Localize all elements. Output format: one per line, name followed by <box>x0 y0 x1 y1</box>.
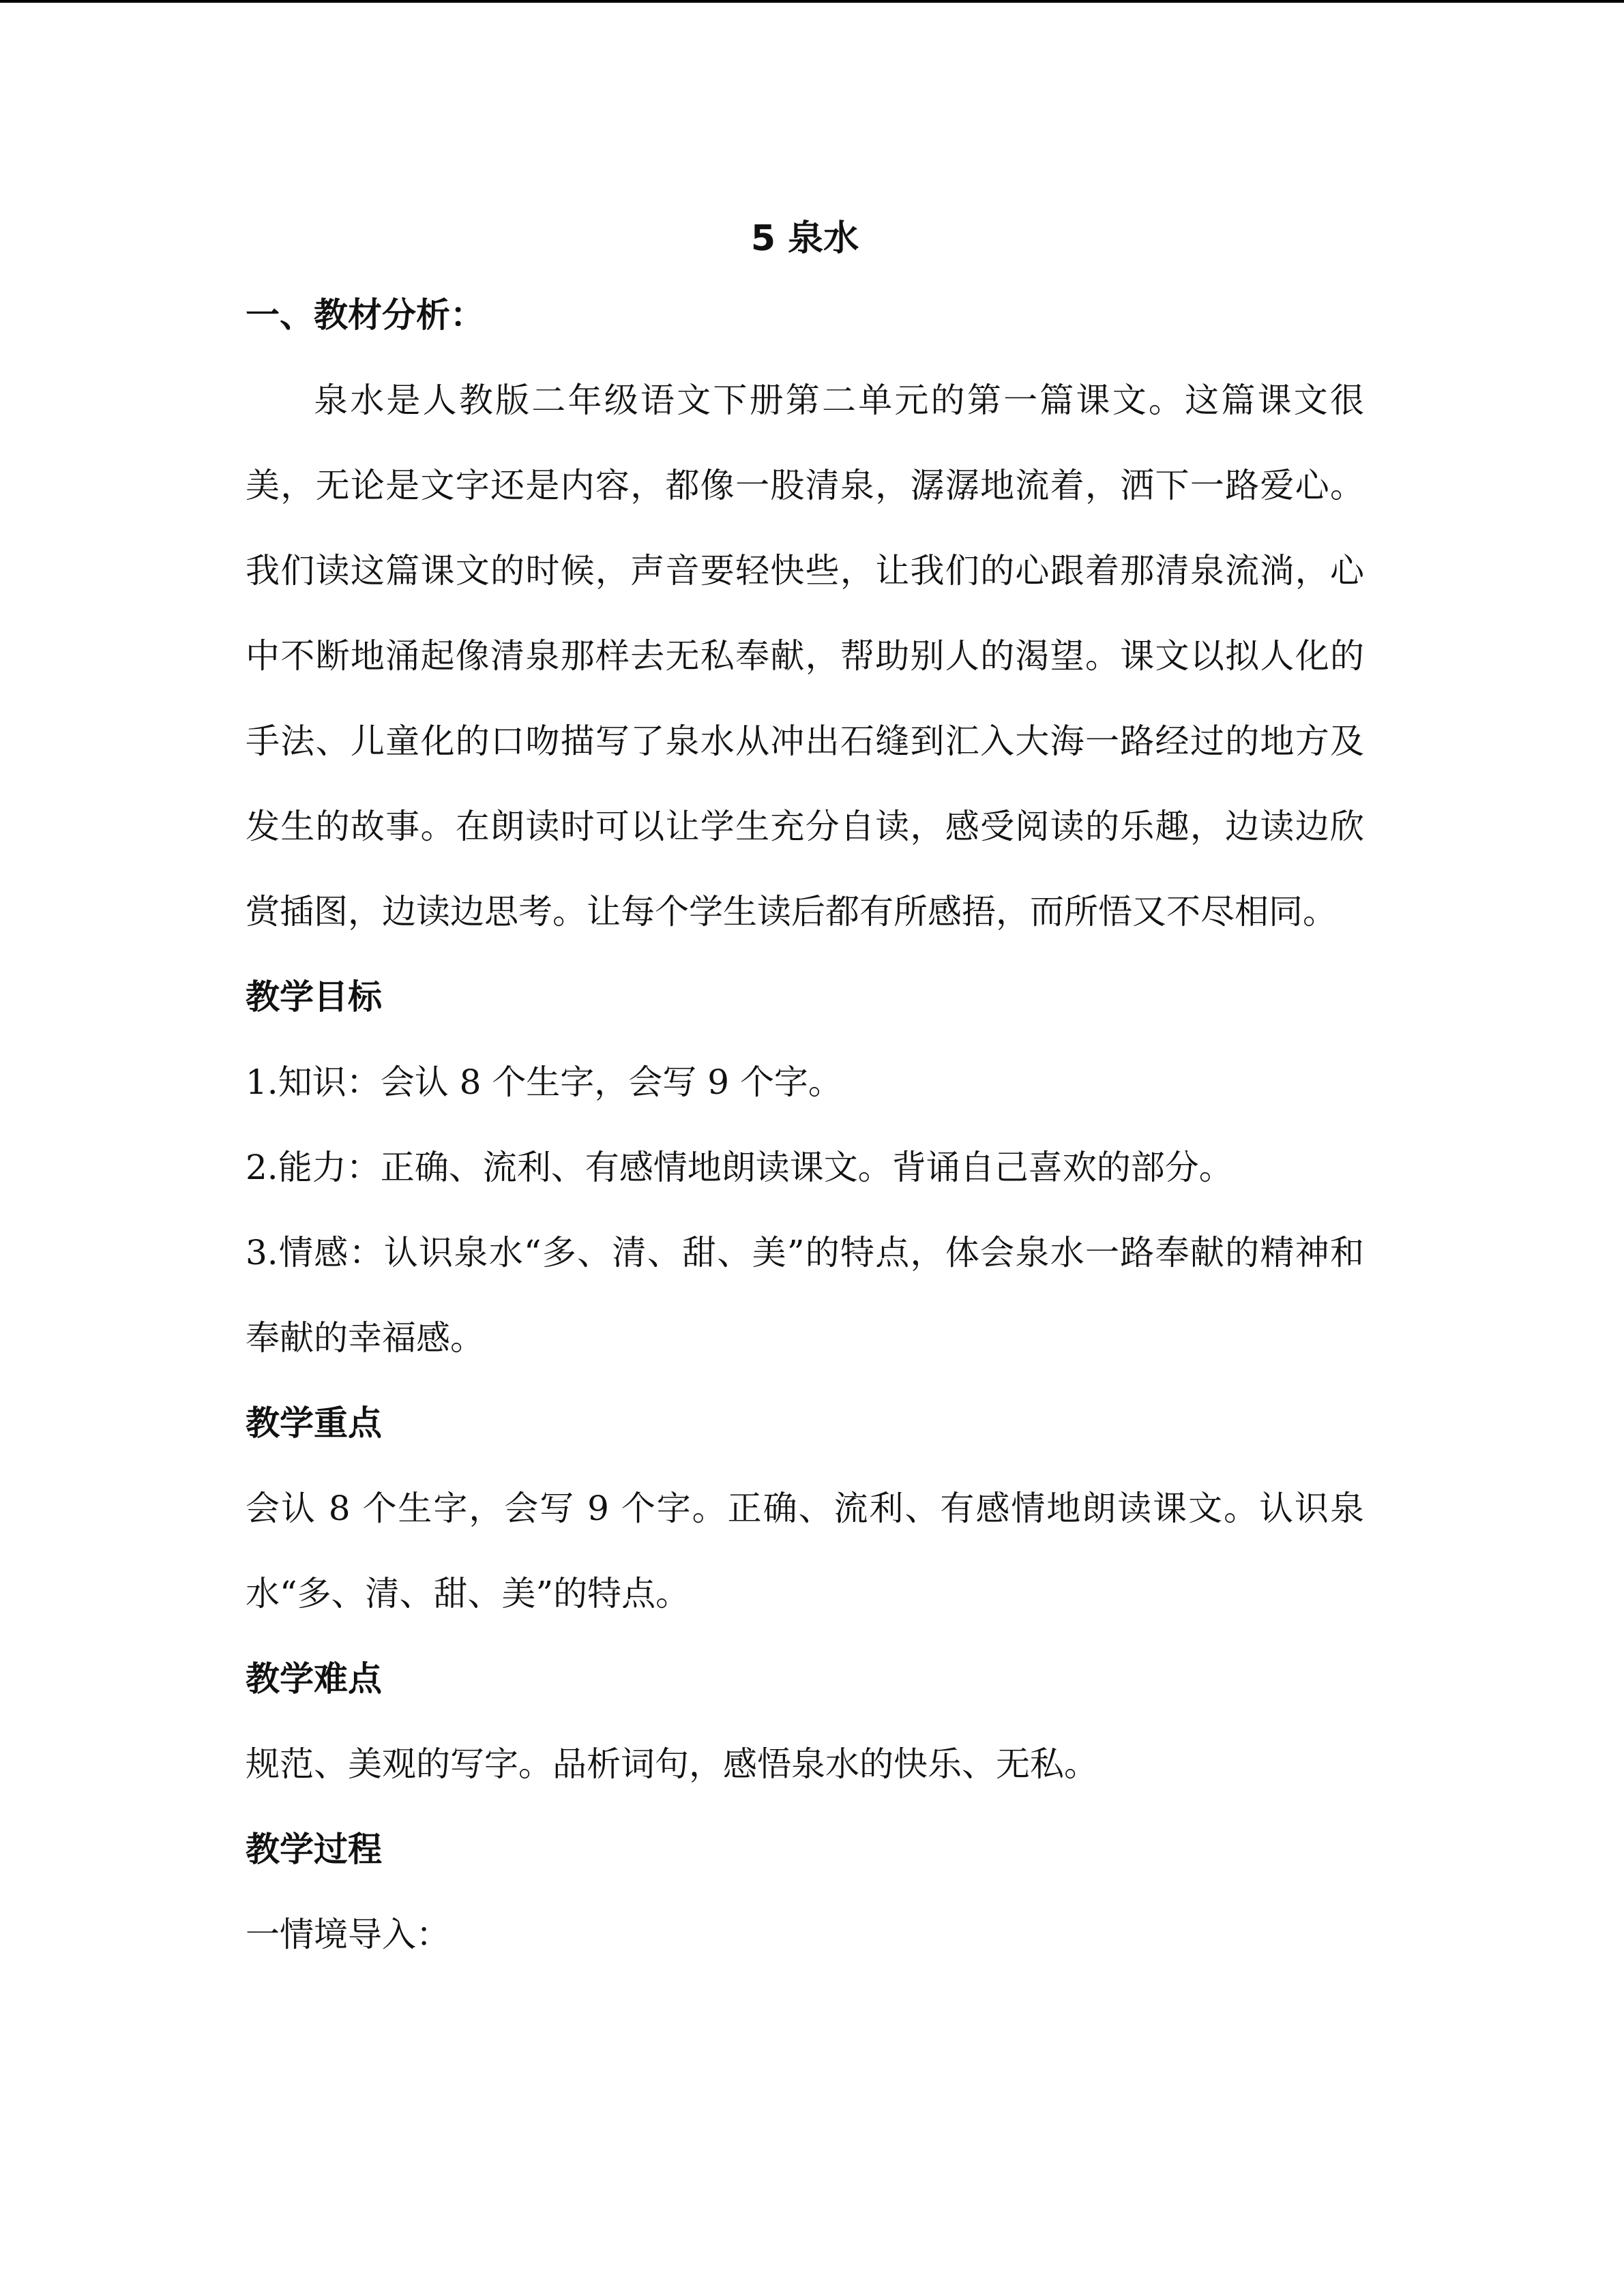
process-heading: 教学过程 <box>246 1830 382 1869</box>
process-first-step: 一情境导入： <box>246 1915 450 1954</box>
key-points-heading: 教学重点 <box>246 1403 382 1443</box>
top-border-line <box>0 0 1624 3</box>
goal-item-ability: 2.能力：正确、流利、有感情地朗读课文。背诵自己喜欢的部分。 <box>246 1148 1233 1187</box>
analysis-paragraph: 泉水是人教版二年级语文下册第二单元的第一篇课文。这篇课文很美，无论是文字还是内容，都像一股清泉，潺潺地流着，洒下一路爱心。我们读这篇课文的时候，声音要轻快些，让我们的心跟着那清泉流淌，心中不断地涌起像清泉那样去无私奉献，帮助别人的渴望。课文以拟人化的手法、儿童化的口吻描写了泉水从冲出石缝到汇入大海一路经过的地方及发生的故事。在朗读时可以让学生充分自读，感受阅读的乐趣，边读边欣赏插图，边读边思考。让每个学生读后都有所感捂，而所悟又不尽相同。 <box>246 381 1364 931</box>
goals-heading: 教学目标 <box>246 977 382 1017</box>
key-points-paragraph: 会认 8 个生字，会写 9 个字。正确、流利、有感情地朗读课文。认识泉水“多、清、甜、美”的特点。 <box>246 1489 1364 1613</box>
difficulties-heading: 教学难点 <box>246 1659 382 1699</box>
document-title: 5 泉水 <box>750 218 859 259</box>
goal-item-emotion: 3.情感：认识泉水“多、清、甜、美”的特点，体会泉水一路奉献的精神和奉献的幸福感。 <box>246 1233 1364 1358</box>
document-page <box>246 205 1364 1978</box>
analysis-heading: 一、教材分析： <box>246 295 484 335</box>
difficulties-paragraph: 规范、美观的写字。品析词句，感悟泉水的快乐、无私。 <box>246 1744 1098 1784</box>
goal-item-knowledge: 1.知识：会认 8 个生字，会写 9 个字。 <box>246 1062 842 1102</box>
